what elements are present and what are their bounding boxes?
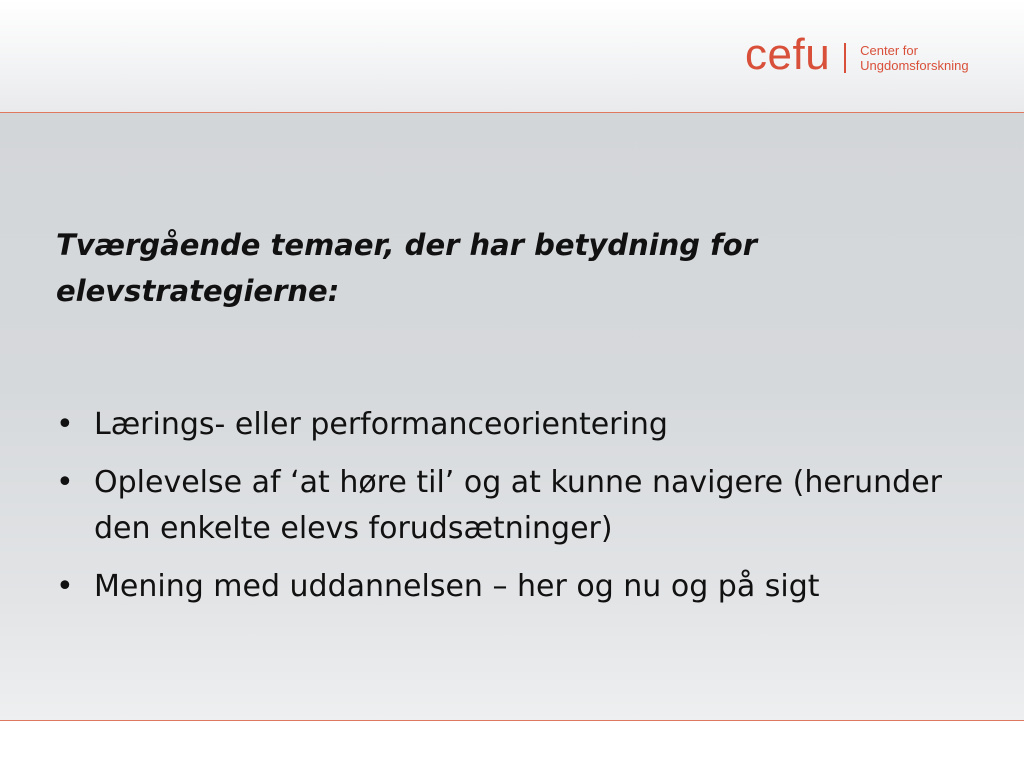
logo-line-1: Center for (860, 43, 918, 58)
logo-mark: cefu (745, 30, 831, 79)
bullet-text: Lærings- eller performanceorientering (94, 407, 668, 442)
bullet-text: Mening med uddannelsen – her og nu og på sigt (94, 569, 820, 604)
logo-text (860, 43, 968, 73)
bullet-item (56, 402, 976, 448)
bullet-item (56, 564, 976, 610)
slide-content (56, 222, 976, 622)
bullet-item (56, 460, 976, 552)
logo-line-2: Ungdomsforskning (860, 58, 969, 73)
cefu-logo (745, 30, 969, 80)
bullet-icon: • (56, 569, 74, 604)
bullet-icon: • (56, 465, 74, 500)
bullet-icon: • (56, 407, 74, 442)
bullet-list (56, 402, 976, 610)
slide-heading: Tværgående temaer, der har betydning for elevstrategierne: (56, 228, 757, 308)
bullet-text: Oplevelse af ‘at høre til’ og at kunne navigere (herunder den enkelte elevs forudsætninger) (94, 465, 942, 546)
slide-footer (0, 721, 1024, 768)
logo-divider (844, 43, 846, 73)
